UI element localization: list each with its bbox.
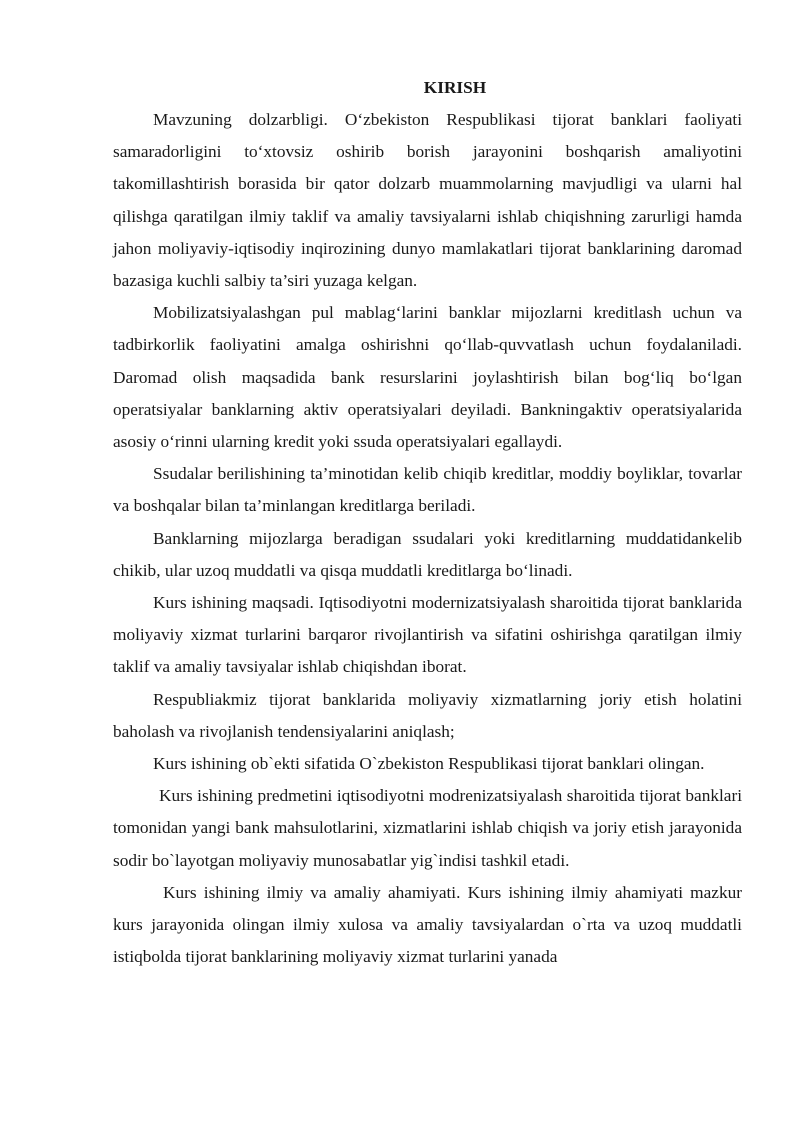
paragraph-mobilization: Mobilizatsiyalashgan pul mablag‘larini banklar mijozlarni kreditlash uchun va tadbirkorlik faoliyatini amalga oshirishni qo‘llab-quvvatlash uchun foydalaniladi. Daromad olish maqsadida bank resurslarini joylashtirish bilan bog‘liq bo‘lgan operatsiyalar banklarning aktiv operatsiyalari deyiladi. Bankningaktiv operatsiyalarida asosiy o‘rinni ularning kredit yoki ssuda operatsiyalari egallaydi.	[113, 303, 742, 452]
document-page	[113, 72, 742, 973]
section-title: KIRISH	[423, 78, 487, 97]
paragraph-loan-terms: Banklarning mijozlarga beradigan ssudalari yoki kreditlarning muddatidankelib chikib, ular uzoq muddatli va qisqa muddatli kreditlarga bo‘linadi.	[113, 528, 742, 580]
paragraph-goal: Kurs ishining maqsadi. Iqtisodiyotni modernizatsiyalash sharoitida tijorat banklarida moliyaviy xizmat turlarini barqaror rivojlantirish va sifatini oshirishga qaratilgan ilmiy taklif va amaliy tavsiyalar ishlab chiqishdan iborat.	[113, 593, 742, 677]
paragraph-loans: Ssudalar berilishining ta’minotidan kelib chiqib kreditlar, moddiy boyliklar, tovarlar va boshqalar bilan ta’minlangan kreditlarga beriladi.	[113, 464, 742, 516]
paragraph-object: Kurs ishining ob`ekti sifatida O`zbekiston Respublikasi tijorat banklari olingan.	[153, 754, 705, 774]
paragraph-subject: Kurs ishining predmetini iqtisodiyotni modrenizatsiyalash sharoitida tijorat banklari tomonidan yangi bank mahsulotlarini, xizmatlarini ishlab chiqish va joriy etish jarayonida sodir bo`layotgan moliyaviy munosabatlar yig`indisi tashkil etadi.	[113, 786, 742, 870]
paragraph-task: Respubliakmiz tijorat banklarida moliyaviy xizmatlarning joriy etish holatini baholash va rivojlanish tendensiyalarini aniqlash;	[113, 689, 742, 741]
paragraph-relevance: Mavzuning dolzarbligi. O‘zbekiston Respublikasi tijorat banklari faoliyati samaradorligini to‘xtovsiz oshirib borish jarayonini boshqarish amaliyotini takomillashtirish borasida bir qator dolzarb muammolarning mavjudligi va ularni hal qilishga qaratilgan ilmiy taklif va amaliy tavsiyalarni ishlab chiqishning zarurligi hamda jahon moliyaviy-iqtisodiy inqirozining dunyo mamlakatlari tijorat banklarining daromad bazasiga kuchli salbiy ta’siri yuzaga kelgan.	[113, 110, 742, 291]
paragraph-significance: Kurs ishining ilmiy va amaliy ahamiyati. Kurs ishining ilmiy ahamiyati mazkur kurs jarayonida olingan ilmiy xulosa va amaliy tavsiyalardan o`rta va uzoq muddatli istiqbolda tijorat banklarining moliyaviy xizmat turlarini yanada	[113, 882, 742, 967]
